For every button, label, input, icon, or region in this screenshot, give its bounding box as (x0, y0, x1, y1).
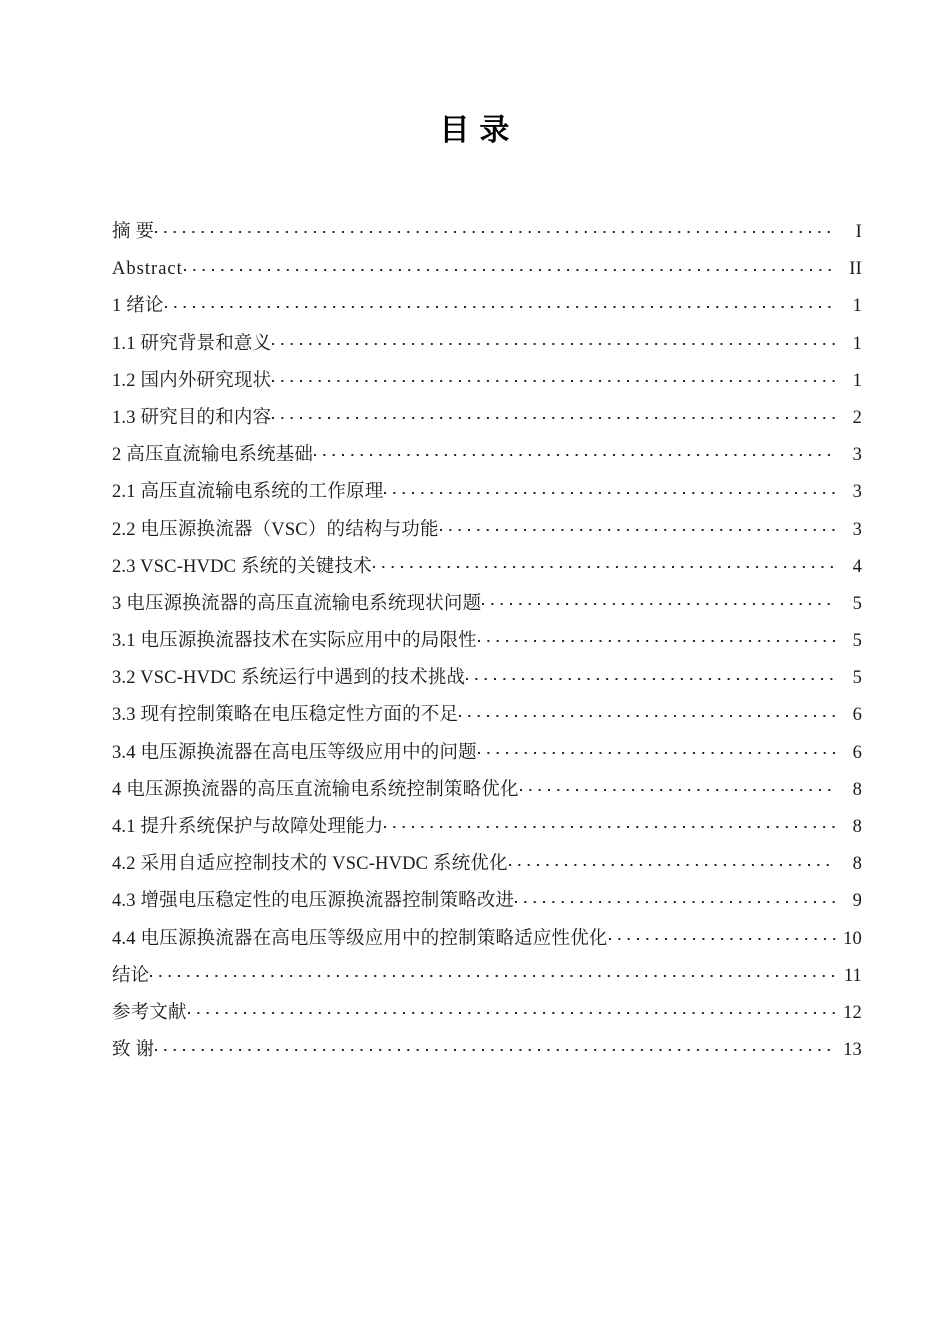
toc-entry[interactable] (112, 512, 862, 549)
toc-dot-leader (155, 1037, 836, 1056)
toc-entry-label: 3 电压源换流器的高压直流输电系统现状问题 (112, 593, 482, 614)
toc-dot-leader (482, 590, 836, 609)
toc-entry-label: 4.4 电压源换流器在高电压等级应用中的控制策略适应性优化 (112, 928, 608, 949)
toc-page-number: 6 (852, 705, 862, 726)
toc-dot-leader (184, 256, 836, 275)
toc-entry-label: 2 高压直流输电系统基础 (112, 445, 314, 466)
toc-entry[interactable] (112, 883, 862, 920)
toc-page-number: 3 (852, 519, 862, 540)
toc-dot-leader (520, 776, 836, 795)
page-title: 目 录 (439, 114, 511, 147)
toc-entry[interactable] (112, 214, 862, 251)
toc-entry-label: 3.1 电压源换流器技术在实际应用中的局限性 (112, 631, 477, 652)
toc-entry-label: 4.2 采用自适应控制技术的 VSC-HVDC 系统优化 (112, 854, 508, 875)
toc-entry[interactable] (112, 958, 862, 995)
toc-dot-leader (478, 628, 836, 647)
toc-dot-leader (384, 814, 836, 833)
toc-entry-label: 2.2 电压源换流器（VSC）的结构与功能 (112, 519, 439, 540)
toc-entry-label: 4 电压源换流器的高压直流输电系统控制策略优化 (112, 779, 519, 800)
toc-entry-label: 致 谢 (112, 1040, 155, 1061)
toc-entry-label: 3.2 VSC-HVDC 系统运行中遇到的技术挑战 (112, 668, 466, 689)
toc-entry[interactable] (112, 921, 862, 958)
toc-page-number: 5 (852, 593, 862, 614)
toc-page-number: I (855, 222, 862, 242)
toc-page-number: 10 (843, 928, 862, 949)
toc-dot-leader (165, 293, 836, 312)
toc-entry-label: 1.2 国内外研究现状 (112, 370, 272, 391)
toc-entry[interactable] (112, 549, 862, 586)
toc-dot-leader (272, 404, 836, 423)
toc-dot-leader (466, 665, 836, 684)
toc-dot-leader (515, 888, 836, 907)
toc-entry[interactable] (112, 772, 862, 809)
toc-entry-label: Abstract (112, 259, 183, 280)
toc-dot-leader (188, 999, 836, 1018)
toc-dot-leader (155, 219, 836, 238)
toc-entry-label: 2.1 高压直流输电系统的工作原理 (112, 482, 384, 503)
toc-entry[interactable] (112, 809, 862, 846)
toc-entry[interactable] (112, 400, 862, 437)
table-of-contents-list (112, 214, 862, 1069)
toc-page-number: 1 (852, 370, 862, 391)
toc-entry-label: 参考文献 (112, 1002, 187, 1023)
toc-page-number: 3 (852, 445, 862, 466)
toc-entry-label: 4.1 提升系统保护与故障处理能力 (112, 817, 384, 837)
toc-page-number: 6 (852, 742, 862, 763)
toc-entry-label: 摘 要 (112, 222, 155, 242)
toc-dot-leader (609, 925, 836, 944)
toc-page-number: 8 (852, 779, 862, 800)
toc-dot-leader (150, 962, 836, 981)
toc-page-number: 5 (852, 668, 862, 689)
toc-entry-label: 1.1 研究背景和意义 (112, 333, 272, 354)
toc-entry-label: 结论 (112, 965, 150, 986)
toc-page-number: 8 (852, 817, 862, 837)
toc-entry[interactable] (112, 288, 862, 325)
toc-entry[interactable] (112, 995, 862, 1032)
toc-dot-leader (373, 553, 836, 572)
toc-entry[interactable] (112, 326, 862, 363)
toc-page-number: 4 (852, 556, 862, 577)
toc-entry[interactable] (112, 1032, 862, 1069)
toc-entry[interactable] (112, 660, 862, 697)
toc-entry-label: 4.3 增强电压稳定性的电压源换流器控制策略改进 (112, 891, 515, 912)
toc-page-number: 5 (852, 631, 862, 652)
toc-entry[interactable] (112, 363, 862, 400)
toc-entry[interactable] (112, 735, 862, 772)
toc-dot-leader (272, 330, 836, 349)
toc-entry-label: 2.3 VSC-HVDC 系统的关键技术 (112, 556, 372, 577)
toc-entry[interactable] (112, 251, 862, 288)
toc-page-number: 2 (852, 407, 862, 428)
toc-entry-label: 3.3 现有控制策略在电压稳定性方面的不足 (112, 705, 459, 726)
toc-dot-leader (509, 851, 836, 870)
toc-entry[interactable] (112, 474, 862, 511)
toc-dot-leader (384, 479, 836, 498)
toc-page-number: 1 (852, 296, 862, 317)
toc-entry-label: 1.3 研究目的和内容 (112, 407, 272, 428)
toc-dot-leader (272, 367, 836, 386)
toc-page-number: II (849, 259, 862, 280)
toc-page-number: 9 (852, 891, 862, 912)
toc-entry[interactable] (112, 586, 862, 623)
toc-dot-leader (478, 739, 836, 758)
toc-entry[interactable] (112, 697, 862, 734)
toc-page-number: 13 (843, 1040, 862, 1061)
toc-dot-leader (440, 516, 836, 535)
toc-page-number: 12 (843, 1002, 862, 1023)
toc-page-number: 11 (843, 965, 862, 986)
toc-entry-label: 1 绪论 (112, 296, 164, 317)
toc-dot-leader (459, 702, 836, 721)
toc-entry-label: 3.4 电压源换流器在高电压等级应用中的问题 (112, 742, 477, 763)
toc-page-number: 3 (852, 482, 862, 503)
toc-dot-leader (314, 442, 836, 461)
toc-entry[interactable] (112, 846, 862, 883)
toc-page-number: 8 (852, 854, 862, 875)
toc-entry[interactable] (112, 437, 862, 474)
toc-page-number: 1 (852, 333, 862, 354)
toc-entry[interactable] (112, 623, 862, 660)
